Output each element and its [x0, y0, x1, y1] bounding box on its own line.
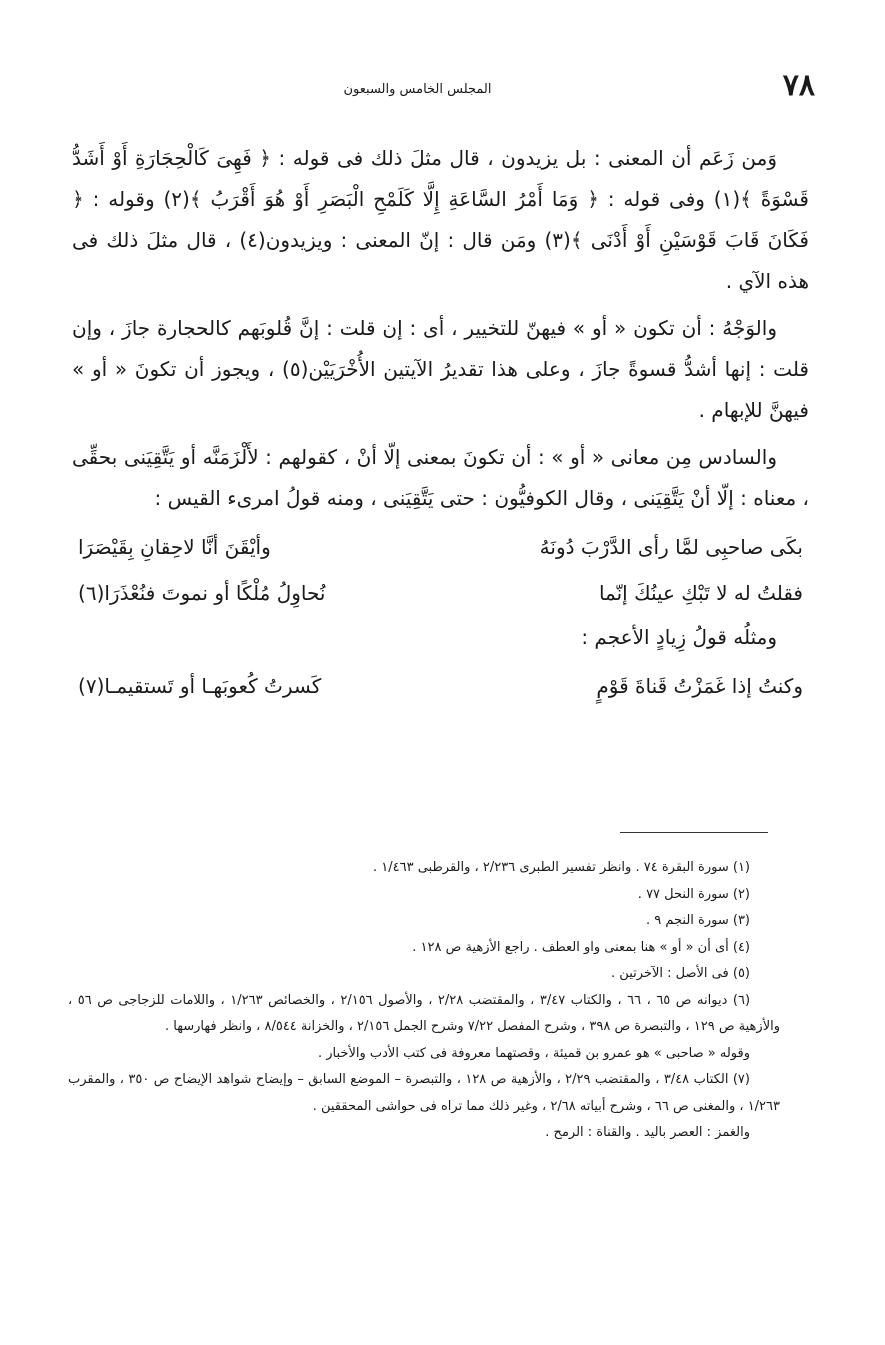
footnote-2: (٢) سورة النحل ٧٧ . — [637, 886, 750, 902]
footnote-6: (٦) ديوانه ص ٦٥ ، ٦٦ ، والكتاب ٣/٤٧ ، والمقتضب ٢/٢٨ ، والأصول ٢/١٥٦ ، والخصائص ١/٢٦٣ ، واللامات للزجاجى ص ٥٦ ، والأزهية ص ١٢٩ ، والتبصرة ص ٣٩٨ ، وشرح المفصل ٧/٢٢ وشرح الجمل ٢/١٥٦ ، والخزانة ٨/٥٤٤ ، وانظر فهارسها . — [68, 992, 780, 1034]
footnote-3: (٣) سورة النجم ٩ . — [645, 913, 750, 928]
page-number: ٧٨ — [782, 68, 815, 103]
footnote-separator — [620, 832, 768, 833]
footnote-6-note: وقوله « صاحبى » هو عمرو بن قميئة ، وقصتهما معروفة فى كتب الأدب والأخبار . — [317, 1045, 750, 1061]
paragraph-3: والسادس مِن معانى « أو » : أن تكونَ بمعنى إلّا أنْ ، كقولهم : لأَلْزَمَنَّه أو يَتَّقِيَنى بحقِّى ، معناه : إلّا أنْ يَتَّقِيَنى ، وقال الكوفيُّون : حتى يَتَّقِيَنى ، ومنه قولُ امرىء القيس : — [72, 445, 809, 510]
verse-1-first-hemistich: بكَى صاحبِى لمَّا رأى الدَّرْبَ دُونَهُ — [539, 534, 803, 559]
footnote-7: (٧) الكتاب ٣/٤٨ ، والمقتضب ٢/٢٩ ، والأزهية ص ١٢٨ ، والتبصرة – الموضع السابق – وإيضاح شواهد الإيضاح ص ٣٥٠ ، والمقرب ١/٢٦٣ ، والمغنى ص ٦٦ ، وشرح أبياته ٢/٦٨ ، وغير ذلك مما تراه فى حواشى المحققين . — [68, 1072, 780, 1114]
footnote-1: (١) سورة البقرة ٧٤ . وانظر تفسير الطبرى ٢/٢٣٦ ، والقرطبى ١/٤٦٣ . — [372, 860, 750, 875]
verse-line-3 — [78, 664, 803, 708]
verse-3-second-hemistich: كَسرتُ كُعوبَهـا أو تَستقيمـا(٧) — [78, 673, 322, 698]
paragraph-1: وَمن زَعَم أن المعنى : بل يزيدون ، قال مثلَ ذلك فى قوله : ﴿ فَهِىَ كَالْحِجَارَةِ أَوْ أَشَدُّ قَسْوَةً ﴾(١) وفى قوله : ﴿ وَمَا أَمْرُ السَّاعَةِ إِلَّا كَلَمْحِ الْبَصَرِ أَوْ هُوَ أَقْرَبُ ﴾(٢) وقوله : ﴿ فَكَانَ قَابَ قَوْسَيْنِ أَوْ أَدْنَى ﴾(٣) ومَن قال : إنّ المعنى : ويزيدون(٤) ، قال مثلَ ذلك فى هذه الآي . — [72, 146, 809, 293]
paragraph-2: والوَجْهُ : أن تكون « أو » فيهنّ للتخيير ، أى : إن قلت : إنَّ قُلوبَهم كالحجارة جازَ ، وإن قلت : إنها أشدُّ قسوةً جازَ ، وعلى هذا تقديرُ الآيتين الأُخْرَيَيْن(٥) ، ويجوز أن تكونَ « أو » فيهنَّ للإبهام . — [72, 316, 809, 422]
paragraph-4: ومثلُه قولُ زِيادٍ الأعجم : — [581, 625, 777, 649]
footnote-5: (٥) فى الأصل : الآخرتين . — [611, 966, 750, 981]
verse-3-first-hemistich: وكنتُ إذا غَمَزْتُ قَناةَ قَوْمٍ — [596, 673, 803, 698]
footnotes — [68, 855, 780, 1147]
footnote-4: (٤) أى أن « أو » هنا بمعنى واو العطف . راجع الأزهية ص ١٢٨ . — [412, 939, 750, 955]
verse-1-second-hemistich: وأيْقَنَ أنَّا لاحِقانِ بِقَيْصَرَا — [78, 534, 271, 559]
main-text — [72, 138, 809, 710]
verse-line-2 — [78, 571, 803, 615]
page-header — [60, 68, 815, 110]
verse-2-second-hemistich: نُحاوِلُ مُلْكًا أو نموتَ فنُعْذَرَا(٦) — [78, 580, 326, 605]
verse-line-1 — [78, 525, 803, 569]
verse-2-first-hemistich: فقلتُ له لا تَبْكِ عينُكَ إنّما — [598, 580, 803, 605]
footnote-7-note: والغمز : العصر باليد . والقناة : الرمح . — [545, 1125, 750, 1140]
running-title: المجلس الخامس والسبعون — [343, 82, 492, 97]
